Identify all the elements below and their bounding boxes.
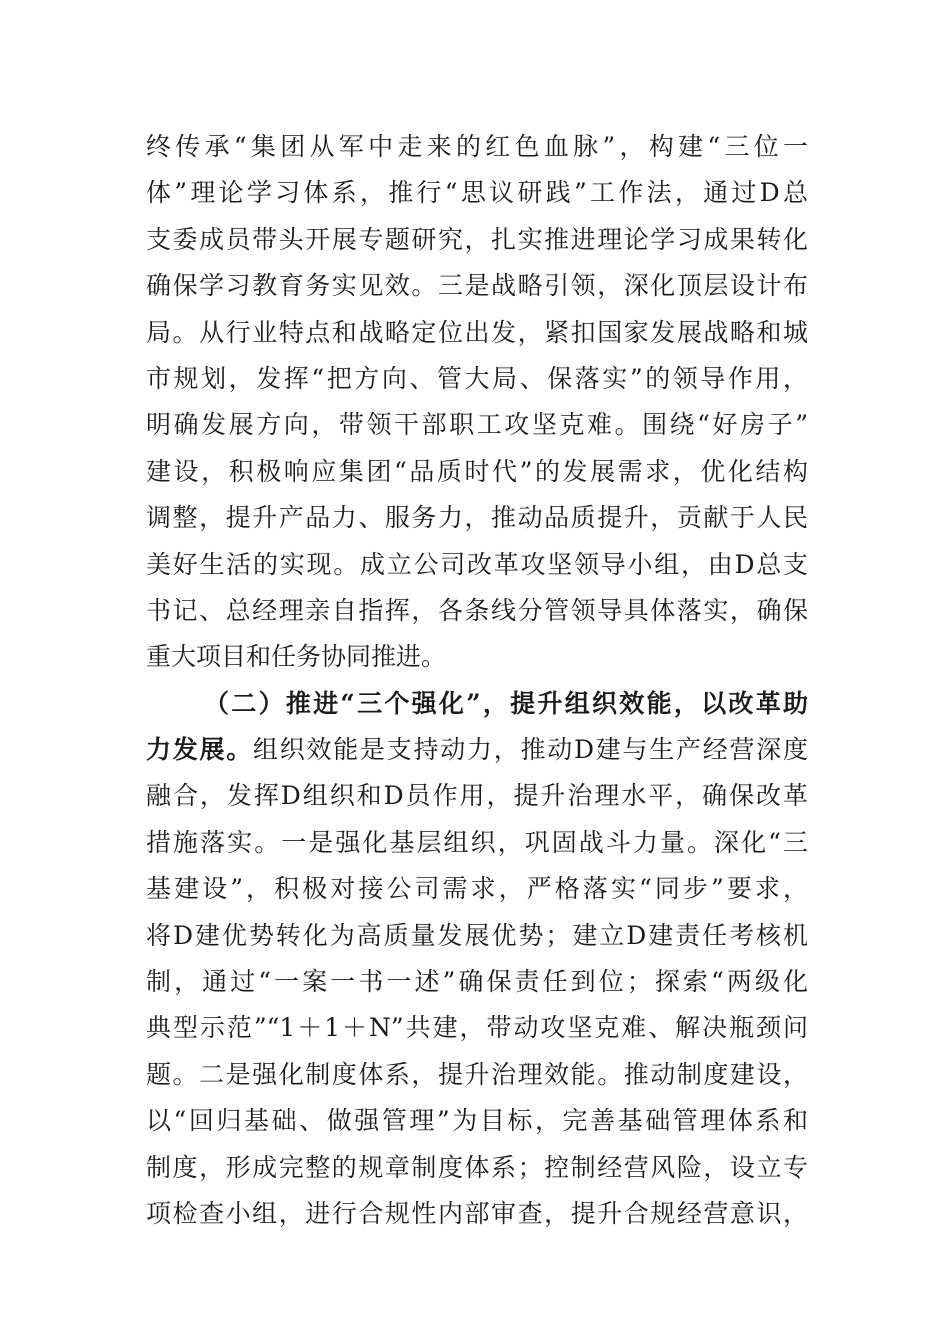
text-line: 基建设”，积极对接公司需求，严格落实“同步”要求， <box>146 874 808 904</box>
text-line: 融合，发挥D组织和D员作用，提升治理水平，确保改革 <box>146 781 808 811</box>
text-line-rest: 组织效能是支持动力，推动D建与生产经营深度 <box>253 735 808 765</box>
text-line: 制度，形成完整的规章制度体系；控制经营风险，设立专 <box>146 1152 808 1182</box>
text-line <box>146 727 808 773</box>
text-line: 措施落实。一是强化基层组织，巩固战斗力量。深化“三 <box>146 827 808 857</box>
text-line: 题。二是强化制度体系，提升治理效能。推动制度建设， <box>146 1059 808 1089</box>
text-line: 局。从行业特点和战略定位出发，紧扣国家发展战略和城 <box>146 317 808 347</box>
text-line: 建设，积极响应集团“品质时代”的发展需求，优化结构 <box>146 456 808 486</box>
section-heading-end: 力发展。 <box>146 735 253 765</box>
section-heading: （二）推进“三个强化”，提升组织效能，以改革助 <box>204 688 808 718</box>
paragraph-1 <box>146 124 808 681</box>
text-line: 项检查小组，进行合规性内部审查，提升合规经营意识， <box>146 1198 808 1228</box>
text-line: 支委成员带头开展专题研究，扎实推进理论学习成果转化 <box>146 224 808 254</box>
text-line: 制，通过“一案一书一述”确保责任到位；探索“两级化 <box>146 967 808 997</box>
text-line: 确保学习教育务实见效。三是战略引领，深化顶层设计布 <box>146 271 808 301</box>
text-line: 以“回归基础、做强管理”为目标，完善基础管理体系和 <box>146 1106 808 1136</box>
text-line: 明确发展方向，带领干部职工攻坚克难。围绕“好房子” <box>146 410 808 440</box>
text-line: 体”理论学习体系，推行“思议研践”工作法，通过D总 <box>146 178 808 208</box>
text-line: 重大项目和任务协同推进。 <box>146 642 447 672</box>
text-line: 典型示范”“1＋1＋N”共建，带动攻坚克难、解决瓶颈问 <box>146 1013 808 1043</box>
text-line: 书记、总经理亲自指挥，各条线分管领导具体落实，确保 <box>146 595 808 625</box>
text-line: 美好生活的实现。成立公司改革攻坚领导小组，由D总支 <box>146 549 808 579</box>
paragraph-2 <box>146 681 808 1238</box>
text-line: 市规划，发挥“把方向、管大局、保落实”的领导作用， <box>146 363 808 393</box>
body-text <box>146 124 808 1237</box>
text-line: 将D建优势转化为高质量发展优势；建立D建责任考核机 <box>146 920 808 950</box>
text-line: 调整，提升产品力、服务力，推动品质提升，贡献于人民 <box>146 503 808 533</box>
text-line: 终传承“集团从军中走来的红色血脉”，构建“三位一 <box>146 132 808 161</box>
